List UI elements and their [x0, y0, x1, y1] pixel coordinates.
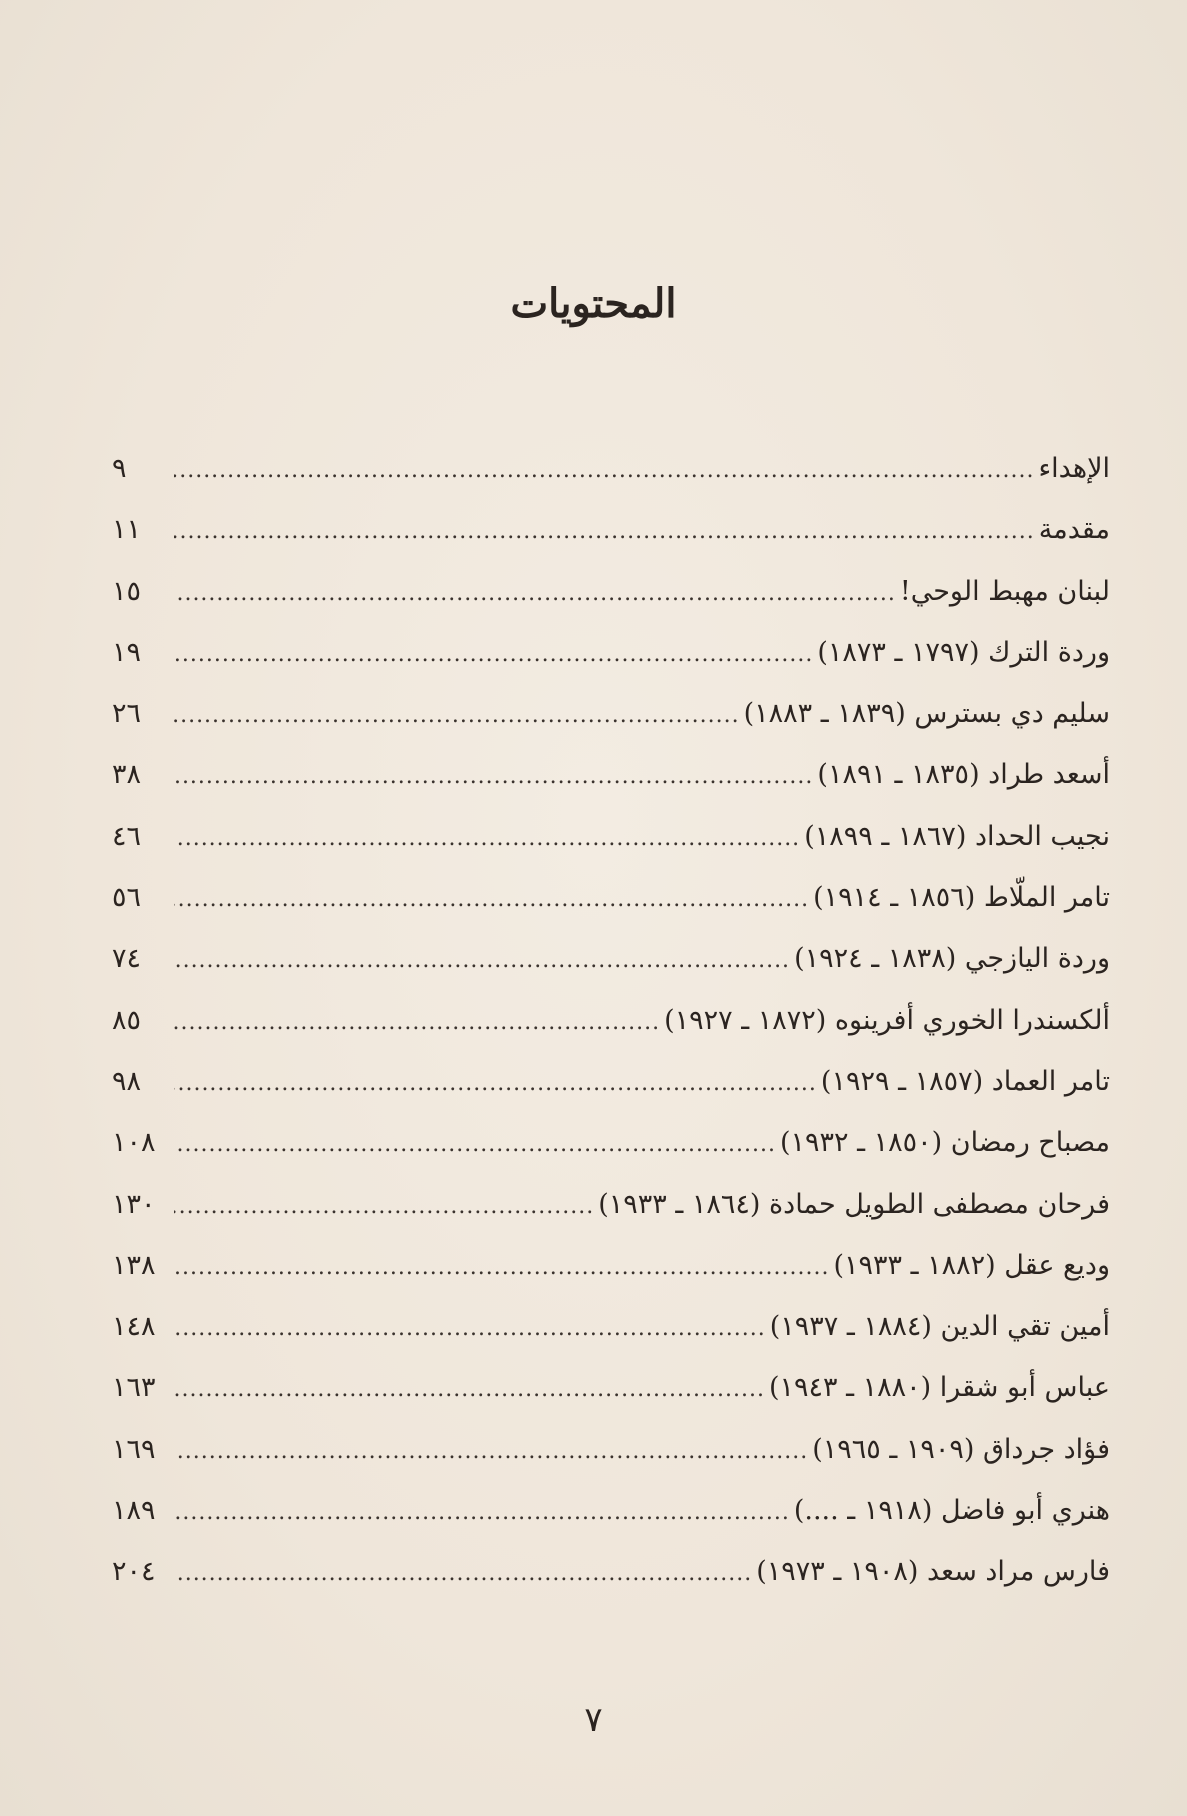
toc-entry-title: أسعد طراد (١٨٣٥ ـ ١٨٩١) — [817, 759, 1110, 791]
toc-entry-title: ألكسندرا الخوري أفرينوه (١٨٧٢ ـ ١٩٢٧) — [664, 1004, 1110, 1036]
toc-row — [112, 1541, 1110, 1602]
dot-leader — [174, 930, 790, 991]
toc-entry-title: عباس أبو شقرا (١٨٨٠ ـ ١٩٤٣) — [768, 1372, 1110, 1404]
dot-leader — [174, 501, 1035, 562]
dot-leader — [174, 746, 813, 807]
toc-entry-page: ١٥ — [112, 575, 142, 607]
dot-leader — [174, 1482, 790, 1543]
dot-leader — [174, 1359, 765, 1420]
page-title: المحتويات — [510, 280, 677, 327]
toc-row — [112, 1174, 1110, 1235]
dot-leader — [174, 563, 896, 624]
toc-entry-page: ٨٥ — [112, 1004, 142, 1036]
toc-entry-page: ١١ — [112, 514, 142, 546]
toc-row — [112, 1357, 1110, 1418]
toc-entry-title: وردة الترك (١٧٩٧ ـ ١٨٧٣) — [817, 636, 1110, 668]
toc-row — [112, 928, 1110, 989]
toc-entry-title: لبنان مهبط الوحي! — [899, 575, 1110, 607]
toc-entry-title: هنري أبو فاضل (١٩١٨ ـ ....) — [793, 1495, 1110, 1527]
toc-entry-title: سليم دي بسترس (١٨٣٩ ـ ١٨٨٣) — [743, 698, 1110, 730]
toc-row — [112, 867, 1110, 928]
dot-leader — [174, 685, 740, 746]
toc-row — [112, 438, 1110, 499]
toc-entry-title: أمين تقي الدين (١٨٨٤ ـ ١٩٣٧) — [769, 1311, 1110, 1343]
toc-row — [112, 1051, 1110, 1112]
toc-entry-page: ١٦٣ — [112, 1372, 156, 1404]
toc-row — [112, 744, 1110, 805]
dot-leader — [174, 808, 800, 869]
toc-row — [112, 499, 1110, 560]
toc-entry-page: ١٨٩ — [112, 1495, 156, 1527]
toc-entry-page: ٧٤ — [112, 943, 142, 975]
dot-leader — [174, 992, 660, 1053]
toc-row — [112, 1480, 1110, 1541]
dot-leader — [174, 869, 809, 930]
toc-row — [112, 1419, 1110, 1480]
dot-leader — [174, 1298, 766, 1359]
toc-row — [112, 683, 1110, 744]
toc-entry-page: ٤٦ — [112, 820, 142, 852]
toc-entry-title: فرحان مصطفى الطويل حمادة (١٨٦٤ ـ ١٩٣٣) — [598, 1188, 1110, 1220]
toc-row — [112, 622, 1110, 683]
toc-entry-title: وديع عقل (١٨٨٢ ـ ١٩٣٣) — [833, 1249, 1110, 1281]
toc-entry-page: ٩ — [112, 453, 127, 484]
toc-entry-page: ٥٦ — [112, 882, 142, 914]
page-number: ٧ — [584, 1700, 603, 1740]
dot-leader — [174, 1237, 829, 1298]
toc-row — [112, 1112, 1110, 1173]
dot-leader — [174, 1421, 808, 1482]
toc-row — [112, 1296, 1110, 1357]
toc-entry-page: ١٩ — [112, 636, 142, 668]
toc-entry-page: ٢٦ — [112, 698, 142, 730]
toc-row — [112, 561, 1110, 622]
toc-entry-title: وردة اليازجي (١٨٣٨ ـ ١٩٢٤) — [794, 943, 1110, 975]
dot-leader — [174, 1114, 776, 1175]
dot-leader — [174, 1176, 594, 1237]
toc-entry-title: نجيب الحداد (١٨٦٧ ـ ١٨٩٩) — [804, 820, 1110, 852]
dot-leader — [174, 440, 1034, 501]
toc-entry-title: فؤاد جرداق (١٩٠٩ ـ ١٩٦٥) — [812, 1433, 1110, 1465]
toc-entry-page: ١٤٨ — [112, 1311, 156, 1343]
toc-entry-page: ٢٠٤ — [112, 1556, 156, 1588]
toc-row — [112, 1235, 1110, 1296]
toc-entry-title: تامر الملّاط (١٨٥٦ ـ ١٩١٤) — [813, 882, 1110, 914]
toc-entry-title: الإهداء — [1038, 453, 1110, 484]
toc-entry-page: ١٠٨ — [112, 1127, 156, 1159]
toc-row — [112, 990, 1110, 1051]
toc-entry-title: مقدمة — [1038, 514, 1110, 546]
toc-entry-page: ٩٨ — [112, 1065, 142, 1097]
dot-leader — [174, 624, 813, 685]
toc-entry-title: مصباح رمضان (١٨٥٠ ـ ١٩٣٢) — [779, 1127, 1110, 1159]
toc-entry-title: تامر العماد (١٨٥٧ ـ ١٩٢٩) — [820, 1065, 1110, 1097]
toc-entry-page: ١٦٩ — [112, 1433, 156, 1465]
dot-leader — [174, 1543, 752, 1604]
table-of-contents — [112, 438, 1110, 1603]
dot-leader — [174, 1053, 817, 1114]
toc-row — [112, 806, 1110, 867]
toc-entry-page: ١٣٨ — [112, 1249, 156, 1281]
toc-entry-page: ٣٨ — [112, 759, 142, 791]
toc-entry-title: فارس مراد سعد (١٩٠٨ ـ ١٩٧٣) — [756, 1556, 1110, 1588]
toc-entry-page: ١٣٠ — [112, 1188, 156, 1220]
